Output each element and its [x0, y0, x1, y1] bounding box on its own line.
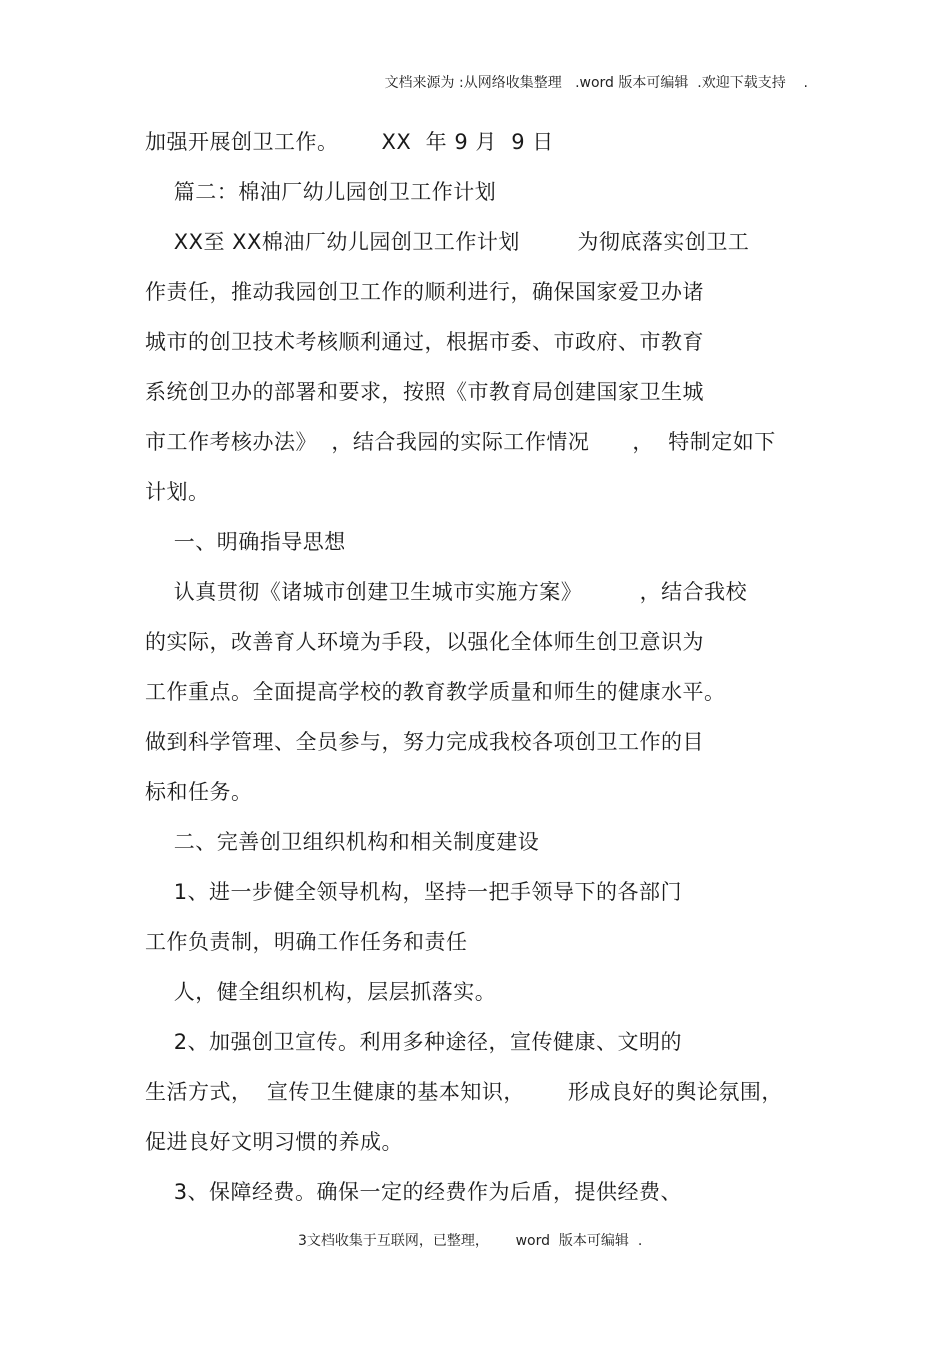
page-footer: 3文档收集于互联网，已整理， word 版本可编辑 . — [298, 1233, 643, 1249]
body-line: 一、明确指导思想 — [145, 530, 346, 554]
body-line: 市工作考核办法》 ，结合我园的实际工作情况 ， 特制定如下 — [145, 430, 776, 454]
body-line: 促进良好文明习惯的养成。 — [145, 1130, 403, 1154]
body-line: 加强开展创卫工作。 XX 年 9 月 9 日 — [145, 130, 554, 154]
body-line: 系统创卫办的部署和要求，按照《市教育局创建国家卫生城 — [145, 380, 704, 404]
body-line: 标和任务。 — [145, 780, 253, 804]
page-header: 文档来源为 :从网络收集整理 .word 版本可编辑 .欢迎下载支持 . — [384, 75, 808, 91]
body-line: 认真贯彻《诸城市创建卫生城市实施方案》 ，结合我校 — [145, 580, 748, 604]
body-line: 工作负责制，明确工作任务和责任 — [145, 930, 468, 954]
body-line: 1、进一步健全领导机构，坚持一把手领导下的各部门 — [145, 880, 683, 904]
body-line: 做到科学管理、全员参与，努力完成我校各项创卫工作的目 — [145, 730, 704, 754]
body-line: 2、加强创卫宣传。利用多种途径，宣传健康、文明的 — [145, 1030, 683, 1054]
body-line: 3、保障经费。确保一定的经费作为后盾，提供经费、 — [145, 1180, 683, 1204]
body-line: 人，健全组织机构，层层抓落实。 — [145, 980, 497, 1004]
body-line: 计划。 — [145, 480, 210, 504]
body-line: 生活方式， 宣传卫生健康的基本知识， 形成良好的舆论氛围， — [145, 1080, 783, 1104]
body-line: 城市的创卫技术考核顺利通过，根据市委、市政府、市教育 — [145, 330, 704, 354]
body-line: XX至 XX棉油厂幼儿园创卫工作计划 为彻底落实创卫工 — [145, 230, 750, 254]
body-line: 工作重点。全面提高学校的教育教学质量和师生的健康水平。 — [145, 680, 726, 704]
body-line: 二、完善创卫组织机构和相关制度建设 — [145, 830, 540, 854]
body-line: 的实际，改善育人环境为手段，以强化全体师生创卫意识为 — [145, 630, 704, 654]
body-line: 篇二：棉油厂幼儿园创卫工作计划 — [145, 180, 497, 204]
body-line: 作责任，推动我园创卫工作的顺利进行，确保国家爱卫办诸 — [145, 280, 704, 304]
